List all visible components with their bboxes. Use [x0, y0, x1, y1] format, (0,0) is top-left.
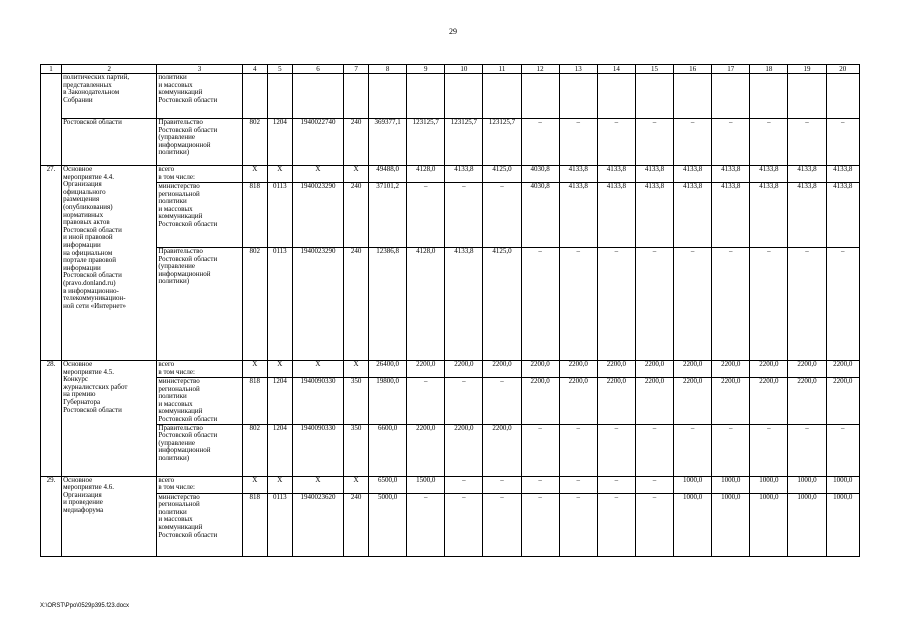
table-cell: 4133,8: [788, 166, 826, 183]
table-cell: 4133,8: [712, 183, 750, 248]
event-name: политических партий, представленных в Законодательном Собрании: [62, 74, 157, 119]
table-cell: 1000,0: [788, 493, 826, 556]
table-cell: [267, 74, 292, 119]
table-row: [41, 183, 860, 248]
table-cell: –: [483, 493, 521, 556]
table-row: [41, 119, 860, 166]
table-cell: –: [521, 248, 559, 361]
column-number: 3: [157, 65, 242, 74]
table-cell: [559, 74, 597, 119]
table-cell: [597, 74, 635, 119]
table-cell: 4133,8: [559, 183, 597, 248]
table-cell: X: [267, 166, 292, 183]
table-cell: 2200,0: [445, 361, 483, 378]
table-cell: –: [712, 424, 750, 476]
table-row: [41, 248, 860, 361]
table-cell: X: [267, 361, 292, 378]
column-number: 19: [788, 65, 826, 74]
executor: политики и массовых коммуникаций Ростовской области: [157, 74, 242, 119]
table-cell: –: [407, 183, 445, 248]
table-cell: 1000,0: [788, 476, 826, 493]
table-cell: 1000,0: [750, 493, 788, 556]
table-cell: –: [750, 424, 788, 476]
table-cell: 2200,0: [597, 361, 635, 378]
table-cell: –: [407, 378, 445, 425]
table-cell: 2200,0: [788, 378, 826, 425]
table-cell: –: [788, 248, 826, 361]
executor: министерство региональной политики и массовых коммуникаций Ростовской области: [157, 493, 242, 556]
table-cell: [521, 74, 559, 119]
table-cell: 2200,0: [559, 378, 597, 425]
table-cell: –: [597, 424, 635, 476]
column-number: 20: [826, 65, 859, 74]
table-cell: –: [597, 119, 635, 166]
table-cell: [242, 74, 267, 119]
table-cell: –: [483, 476, 521, 493]
column-number: 14: [597, 65, 635, 74]
table-cell: –: [712, 119, 750, 166]
table-cell: 26400,0: [369, 361, 407, 378]
table-cell: 2200,0: [407, 424, 445, 476]
row-number: 28.: [41, 361, 62, 477]
table-cell: –: [750, 119, 788, 166]
table-cell: 240: [344, 183, 369, 248]
table-cell: –: [674, 248, 712, 361]
table-cell: 818: [242, 493, 267, 556]
table-cell: 1940022740: [292, 119, 343, 166]
table-cell: 0113: [267, 493, 292, 556]
table-cell: 1000,0: [712, 493, 750, 556]
table-cell: 2200,0: [521, 361, 559, 378]
executor: Правительство Ростовской области (управление информационной политики): [157, 119, 242, 166]
table-cell: –: [826, 248, 859, 361]
table-cell: –: [445, 378, 483, 425]
column-number: 1: [41, 65, 62, 74]
table-cell: [750, 74, 788, 119]
table-cell: 4133,8: [826, 183, 859, 248]
table-cell: –: [483, 183, 521, 248]
table-cell: [483, 74, 521, 119]
table-cell: X: [344, 166, 369, 183]
table-cell: 1940090330: [292, 424, 343, 476]
table-cell: 1000,0: [712, 476, 750, 493]
table-cell: –: [788, 424, 826, 476]
column-number: 12: [521, 65, 559, 74]
column-number: 13: [559, 65, 597, 74]
table-cell: 369377,1: [369, 119, 407, 166]
table-cell: –: [597, 248, 635, 361]
program-table: [40, 64, 860, 557]
table-cell: –: [559, 493, 597, 556]
table-cell: 818: [242, 183, 267, 248]
table-cell: 4128,0: [407, 166, 445, 183]
table-cell: 4030,8: [521, 183, 559, 248]
table-cell: 4125,0: [483, 248, 521, 361]
column-number: 7: [344, 65, 369, 74]
table-cell: –: [826, 119, 859, 166]
table-cell: 1204: [267, 119, 292, 166]
table-cell: 4133,8: [559, 166, 597, 183]
table-cell: 4133,8: [750, 166, 788, 183]
table-cell: –: [483, 378, 521, 425]
page-number: 29: [449, 27, 457, 36]
table-cell: 123125,7: [483, 119, 521, 166]
table-cell: 2200,0: [445, 424, 483, 476]
executor: министерство региональной политики и массовых коммуникаций Ростовской области: [157, 183, 242, 248]
table-cell: –: [826, 424, 859, 476]
table-cell: –: [521, 119, 559, 166]
table-cell: 4030,8: [521, 166, 559, 183]
column-number: 9: [407, 65, 445, 74]
event-name: Основное мероприятие 4.5. Конкурс журналистских работ на премию Губернатора Ростовской области: [62, 361, 157, 477]
table-cell: –: [674, 424, 712, 476]
column-number: 5: [267, 65, 292, 74]
table-cell: 5000,0: [369, 493, 407, 556]
column-number: 8: [369, 65, 407, 74]
table-cell: 1940023290: [292, 248, 343, 361]
table-cell: 802: [242, 424, 267, 476]
table-cell: 4133,8: [445, 248, 483, 361]
table-cell: –: [559, 248, 597, 361]
column-number: 11: [483, 65, 521, 74]
table-cell: –: [788, 119, 826, 166]
table-cell: 1940023620: [292, 493, 343, 556]
table-cell: 2200,0: [750, 361, 788, 378]
table-cell: 2200,0: [826, 378, 859, 425]
table-cell: 2200,0: [597, 378, 635, 425]
table-cell: X: [292, 476, 343, 493]
table-cell: 2200,0: [521, 378, 559, 425]
table-cell: 123125,7: [407, 119, 445, 166]
executor: Правительство Ростовской области (управление информационной политики): [157, 424, 242, 476]
table-cell: 350: [344, 424, 369, 476]
table-cell: 4125,0: [483, 166, 521, 183]
table-cell: 350: [344, 378, 369, 425]
table-cell: 4133,8: [445, 166, 483, 183]
table-cell: 4133,8: [826, 166, 859, 183]
column-number: 16: [674, 65, 712, 74]
table-cell: 1000,0: [674, 493, 712, 556]
table-cell: 1000,0: [750, 476, 788, 493]
table-cell: 1204: [267, 378, 292, 425]
table-cell: X: [344, 476, 369, 493]
event-name: Основное мероприятие 4.6. Организация и проведение медиафорума: [62, 476, 157, 556]
table-cell: 49488,0: [369, 166, 407, 183]
table-cell: 2200,0: [407, 361, 445, 378]
table-cell: 2200,0: [674, 378, 712, 425]
table-cell: –: [674, 119, 712, 166]
table-cell: –: [635, 493, 673, 556]
table-cell: 2200,0: [483, 361, 521, 378]
column-number: 17: [712, 65, 750, 74]
table-cell: 2200,0: [674, 361, 712, 378]
table-cell: 1500,0: [407, 476, 445, 493]
table-cell: 2200,0: [559, 361, 597, 378]
table-cell: [712, 74, 750, 119]
table-cell: X: [267, 476, 292, 493]
table-cell: –: [559, 424, 597, 476]
column-number: 2: [62, 65, 157, 74]
table-cell: 2200,0: [826, 361, 859, 378]
table-cell: –: [597, 476, 635, 493]
executor: министерство региональной политики и массовых коммуникаций Ростовской области: [157, 378, 242, 425]
executor: всего в том числе:: [157, 166, 242, 183]
table-cell: [344, 74, 369, 119]
table-cell: X: [292, 361, 343, 378]
table-cell: 2200,0: [483, 424, 521, 476]
table-cell: 240: [344, 119, 369, 166]
table-cell: [635, 74, 673, 119]
table-cell: –: [445, 493, 483, 556]
table-cell: 240: [344, 493, 369, 556]
table-cell: [788, 74, 826, 119]
table-cell: 4133,8: [597, 183, 635, 248]
table-cell: [826, 74, 859, 119]
table-cell: 2200,0: [712, 361, 750, 378]
table-cell: 2200,0: [750, 378, 788, 425]
table-cell: 240: [344, 248, 369, 361]
column-number: 6: [292, 65, 343, 74]
table-cell: 1204: [267, 424, 292, 476]
table-cell: –: [521, 424, 559, 476]
table-cell: 818: [242, 378, 267, 425]
column-number: 18: [750, 65, 788, 74]
table-cell: 12386,8: [369, 248, 407, 361]
table-cell: 0113: [267, 183, 292, 248]
table-cell: 4133,8: [635, 166, 673, 183]
executor: всего в том числе:: [157, 476, 242, 493]
table-cell: 1940090330: [292, 378, 343, 425]
table-cell: [674, 74, 712, 119]
table-cell: [407, 74, 445, 119]
table-cell: 4133,8: [712, 166, 750, 183]
table-cell: 4128,0: [407, 248, 445, 361]
table-cell: 1000,0: [826, 476, 859, 493]
file-path-footer: X:\ORST\Ppo\0529p395.f23.docx: [40, 603, 130, 609]
table-cell: –: [407, 493, 445, 556]
table-cell: –: [712, 248, 750, 361]
table-cell: 1000,0: [826, 493, 859, 556]
table-cell: 4133,8: [597, 166, 635, 183]
table-cell: –: [521, 476, 559, 493]
row-number: 29.: [41, 476, 62, 556]
table-cell: X: [242, 166, 267, 183]
table-cell: 2200,0: [635, 361, 673, 378]
table-cell: 19800,0: [369, 378, 407, 425]
table-cell: 1000,0: [674, 476, 712, 493]
table-cell: [445, 74, 483, 119]
table-row: [41, 424, 860, 476]
table-cell: 4133,8: [750, 183, 788, 248]
table-cell: –: [635, 248, 673, 361]
table-row: [41, 166, 860, 183]
event-name: Основное мероприятие 4.4. Организация официального размещения (опубликования) нормативных правовых актов Ростовской области и иной правовой информации на официальном портале правовой информации Ростовской области (pravo.donland.ru) в информационно- телекоммуникацион- ной сети «Интернет»: [62, 166, 157, 361]
table-cell: –: [597, 493, 635, 556]
table-cell: X: [242, 476, 267, 493]
table-cell: 6500,0: [369, 476, 407, 493]
table-cell: 123125,7: [445, 119, 483, 166]
row-number: 27.: [41, 166, 62, 361]
table-row: [41, 493, 860, 556]
table-cell: 2200,0: [635, 378, 673, 425]
table-cell: 2200,0: [712, 378, 750, 425]
table-cell: X: [292, 166, 343, 183]
header-row: [41, 65, 860, 74]
column-number: 4: [242, 65, 267, 74]
table-row: [41, 476, 860, 493]
table-cell: 1940023290: [292, 183, 343, 248]
table-cell: 4133,8: [674, 183, 712, 248]
table-cell: 4133,8: [635, 183, 673, 248]
table-cell: 2200,0: [788, 361, 826, 378]
table-cell: 802: [242, 248, 267, 361]
executor: всего в том числе:: [157, 361, 242, 378]
table-cell: 0113: [267, 248, 292, 361]
table-cell: [369, 74, 407, 119]
table-cell: –: [750, 248, 788, 361]
table-cell: 37101,2: [369, 183, 407, 248]
table-row: [41, 74, 860, 119]
table-cell: –: [559, 476, 597, 493]
table-cell: X: [344, 361, 369, 378]
table-cell: 4133,8: [674, 166, 712, 183]
table-cell: 4133,8: [788, 183, 826, 248]
table-cell: –: [635, 476, 673, 493]
table-cell: –: [559, 119, 597, 166]
table-cell: X: [242, 361, 267, 378]
table-cell: –: [445, 476, 483, 493]
event-name: Ростовской области: [62, 119, 157, 166]
column-number: 10: [445, 65, 483, 74]
executor: Правительство Ростовской области (управление информационной политики): [157, 248, 242, 361]
table-cell: [292, 74, 343, 119]
table-cell: 802: [242, 119, 267, 166]
table-cell: –: [521, 493, 559, 556]
table-cell: 6600,0: [369, 424, 407, 476]
table-row: [41, 378, 860, 425]
table-cell: –: [445, 183, 483, 248]
row-number: [41, 74, 62, 166]
column-number: 15: [635, 65, 673, 74]
table-cell: –: [635, 424, 673, 476]
table-row: [41, 361, 860, 378]
table-cell: –: [635, 119, 673, 166]
